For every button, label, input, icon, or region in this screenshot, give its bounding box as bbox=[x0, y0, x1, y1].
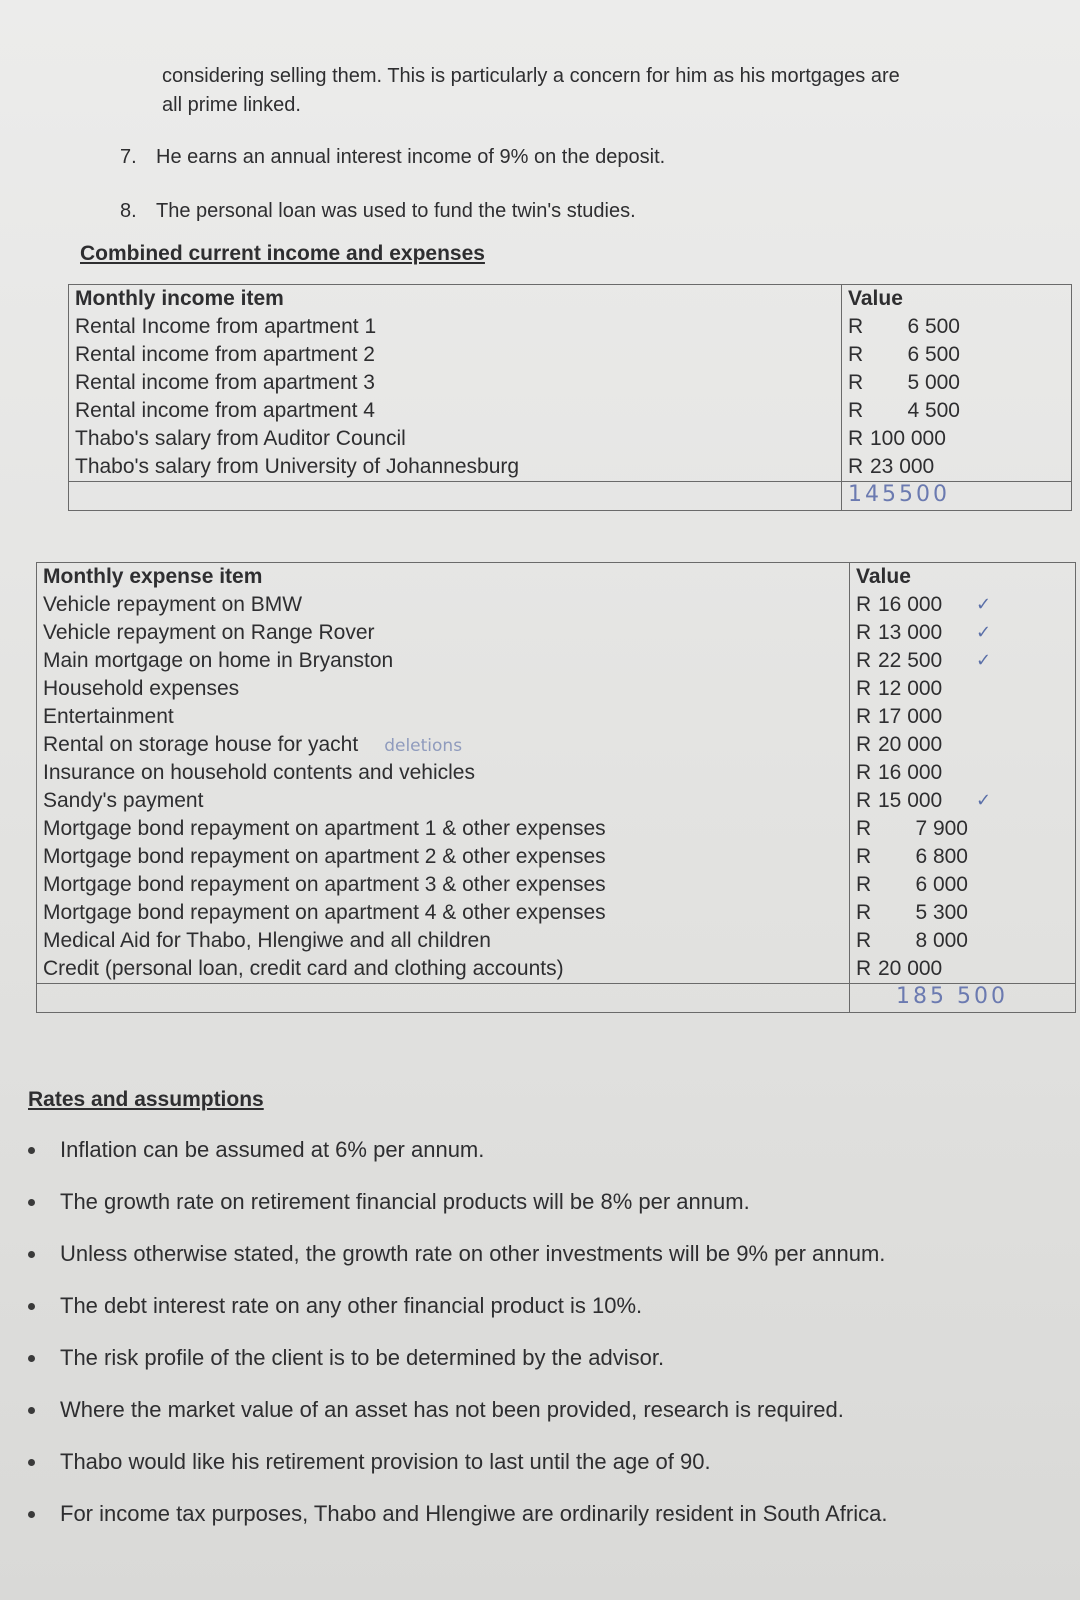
expense-row-value bbox=[856, 787, 1069, 815]
income-header-label: Monthly income item bbox=[75, 287, 284, 310]
bullet-icon bbox=[28, 1199, 35, 1206]
expense-row-label: Credit (personal loan, credit card and clothing accounts) bbox=[43, 957, 564, 980]
list-item bbox=[20, 1343, 1070, 1395]
expense-row-value bbox=[856, 871, 1069, 899]
income-amount: 100 000 bbox=[870, 427, 946, 450]
expense-row-label: Medical Aid for Thabo, Hlengiwe and all children bbox=[43, 929, 491, 952]
bullet-icon bbox=[28, 1355, 35, 1362]
expense-row-label: Entertainment bbox=[43, 705, 174, 728]
income-amount: 6 500 bbox=[907, 315, 960, 338]
expense-row-label: Mortgage bond repayment on apartment 3 & other expenses bbox=[43, 873, 606, 896]
income-amount: 23 000 bbox=[870, 455, 935, 478]
expense-amount: 5 300 bbox=[915, 901, 968, 924]
income-row-label: Rental income from apartment 4 bbox=[75, 399, 375, 422]
currency-symbol: R bbox=[856, 817, 872, 840]
rate-text: The risk profile of the client is to be determined by the advisor. bbox=[60, 1345, 665, 1370]
bullet-icon bbox=[28, 1407, 35, 1414]
item-text: The personal loan was used to fund the twin's studies. bbox=[156, 200, 636, 222]
income-row-value bbox=[848, 425, 1065, 453]
currency-symbol: R bbox=[856, 789, 872, 812]
item-number: 8. bbox=[120, 200, 137, 222]
expense-amount: 13 000 bbox=[878, 621, 943, 644]
rate-text: For income tax purposes, Thabo and Hlengiwe are ordinarily resident in South Africa. bbox=[60, 1501, 888, 1526]
list-item bbox=[20, 1395, 1070, 1447]
income-row-label: Thabo's salary from University of Johannesburg bbox=[75, 455, 520, 478]
currency-symbol: R bbox=[856, 901, 872, 924]
income-row-value bbox=[848, 453, 1065, 481]
bullet-icon bbox=[28, 1303, 35, 1310]
currency-symbol: R bbox=[856, 873, 872, 896]
currency-symbol: R bbox=[856, 929, 872, 952]
expense-row-label: Household expenses bbox=[43, 677, 240, 700]
numbered-item bbox=[120, 146, 665, 169]
expense-amount: 12 000 bbox=[878, 677, 943, 700]
expense-row-value bbox=[856, 899, 1069, 927]
income-expenses-heading: Combined current income and expenses bbox=[80, 242, 485, 265]
expense-row-value bbox=[856, 731, 1069, 759]
expense-label-column bbox=[37, 563, 850, 984]
rate-text: Where the market value of an asset has not been provided, research is required. bbox=[60, 1397, 844, 1422]
bullet-icon bbox=[28, 1459, 35, 1466]
list-item bbox=[20, 1499, 1070, 1551]
income-value-column bbox=[842, 285, 1072, 482]
list-item bbox=[20, 1291, 1070, 1343]
expense-amount: 17 000 bbox=[878, 705, 943, 728]
currency-symbol: R bbox=[856, 593, 872, 616]
intro-line: all prime linked. bbox=[162, 94, 301, 116]
expense-amount: 20 000 bbox=[878, 957, 943, 980]
currency-symbol: R bbox=[856, 845, 872, 868]
list-item bbox=[20, 1135, 1070, 1187]
currency-symbol: R bbox=[848, 343, 864, 366]
numbered-item bbox=[120, 200, 636, 223]
income-total-label-cell bbox=[69, 482, 842, 511]
check-mark-icon: ✓ bbox=[976, 650, 992, 671]
bullet-icon bbox=[28, 1147, 35, 1154]
list-item bbox=[20, 1447, 1070, 1499]
rates-list bbox=[20, 1135, 1070, 1551]
income-row-value bbox=[848, 341, 1065, 369]
expense-row-label: Sandy's payment bbox=[43, 789, 204, 812]
currency-symbol: R bbox=[856, 957, 872, 980]
expense-row-value bbox=[856, 843, 1069, 871]
list-item bbox=[20, 1187, 1070, 1239]
expense-header-value: Value bbox=[856, 565, 911, 588]
currency-symbol: R bbox=[848, 455, 864, 478]
income-label-column bbox=[69, 285, 842, 482]
handwritten-annotation: deletions bbox=[384, 736, 463, 756]
expense-row-label: Mortgage bond repayment on apartment 4 & other expenses bbox=[43, 901, 606, 924]
expense-amount: 15 000 bbox=[878, 789, 943, 812]
expense-label-text: Rental on storage house for yacht bbox=[43, 733, 359, 756]
expense-amount: 7 900 bbox=[915, 817, 968, 840]
expense-row-label bbox=[43, 731, 843, 759]
income-table bbox=[68, 284, 1072, 511]
currency-symbol: R bbox=[856, 649, 872, 672]
rate-text: The debt interest rate on any other financial product is 10%. bbox=[60, 1293, 643, 1318]
expense-total-cell bbox=[850, 984, 1076, 1013]
expense-table bbox=[36, 562, 1076, 1013]
rates-heading: Rates and assumptions bbox=[28, 1088, 264, 1111]
income-row-label: Rental income from apartment 2 bbox=[75, 343, 375, 366]
currency-symbol: R bbox=[856, 705, 872, 728]
currency-symbol: R bbox=[848, 371, 864, 394]
income-amount: 5 000 bbox=[907, 371, 960, 394]
expense-amount: 16 000 bbox=[878, 593, 943, 616]
expense-header-label: Monthly expense item bbox=[43, 565, 263, 588]
currency-symbol: R bbox=[848, 399, 864, 422]
expense-row-value bbox=[856, 591, 1069, 619]
expense-row-label: Mortgage bond repayment on apartment 2 & other expenses bbox=[43, 845, 606, 868]
income-header-value: Value bbox=[848, 287, 903, 310]
expense-total-label-cell bbox=[37, 984, 850, 1013]
expense-amount: 8 000 bbox=[915, 929, 968, 952]
expense-row-label: Vehicle repayment on BMW bbox=[43, 593, 303, 616]
list-item bbox=[20, 1239, 1070, 1291]
expense-amount: 6 000 bbox=[915, 873, 968, 896]
income-row-value bbox=[848, 397, 1065, 425]
income-row-label: Thabo's salary from Auditor Council bbox=[75, 427, 406, 450]
expense-row-label: Main mortgage on home in Bryanston bbox=[43, 649, 394, 672]
currency-symbol: R bbox=[856, 677, 872, 700]
handwritten-income-total: 145500 bbox=[848, 482, 950, 507]
check-mark-icon: ✓ bbox=[976, 594, 992, 615]
check-mark-icon: ✓ bbox=[976, 790, 992, 811]
income-row-value bbox=[848, 313, 1065, 341]
expense-row-value bbox=[856, 815, 1069, 843]
handwritten-expense-total: 185 500 bbox=[896, 984, 1008, 1009]
expense-amount: 16 000 bbox=[878, 761, 943, 784]
bullet-icon bbox=[28, 1511, 35, 1518]
currency-symbol: R bbox=[856, 621, 872, 644]
bullet-icon bbox=[28, 1251, 35, 1258]
expense-row-value bbox=[856, 675, 1069, 703]
item-number: 7. bbox=[120, 146, 137, 168]
expense-row-label: Vehicle repayment on Range Rover bbox=[43, 621, 375, 644]
expense-amount: 6 800 bbox=[915, 845, 968, 868]
currency-symbol: R bbox=[848, 315, 864, 338]
currency-symbol: R bbox=[856, 733, 872, 756]
item-text: He earns an annual interest income of 9% on the deposit. bbox=[156, 146, 666, 168]
expense-row-value bbox=[856, 927, 1069, 955]
income-row-label: Rental Income from apartment 1 bbox=[75, 315, 377, 338]
income-row-label: Rental income from apartment 3 bbox=[75, 371, 375, 394]
expense-row-label: Mortgage bond repayment on apartment 1 & other expenses bbox=[43, 817, 606, 840]
expense-value-column bbox=[850, 563, 1076, 984]
income-total-cell bbox=[842, 482, 1072, 511]
expense-amount: 22 500 bbox=[878, 649, 943, 672]
expense-row-value bbox=[856, 759, 1069, 787]
rate-text: The growth rate on retirement financial products will be 8% per annum. bbox=[60, 1189, 750, 1214]
check-mark-icon: ✓ bbox=[976, 622, 992, 643]
rate-text: Thabo would like his retirement provision to last until the age of 90. bbox=[60, 1449, 711, 1474]
expense-row-value bbox=[856, 703, 1069, 731]
expense-amount: 20 000 bbox=[878, 733, 943, 756]
expense-row-label: Insurance on household contents and vehicles bbox=[43, 761, 475, 784]
currency-symbol: R bbox=[856, 761, 872, 784]
expense-row-value bbox=[856, 619, 1069, 647]
rate-text: Inflation can be assumed at 6% per annum. bbox=[60, 1137, 485, 1162]
expense-row-value bbox=[856, 955, 1069, 983]
income-amount: 6 500 bbox=[907, 343, 960, 366]
income-amount: 4 500 bbox=[907, 399, 960, 422]
currency-symbol: R bbox=[848, 427, 864, 450]
intro-line: considering selling them. This is particularly a concern for him as his mortgages are bbox=[162, 65, 900, 87]
intro-paragraph bbox=[162, 62, 1062, 120]
expense-row-value bbox=[856, 647, 1069, 675]
income-row-value bbox=[848, 369, 1065, 397]
rate-text: Unless otherwise stated, the growth rate on other investments will be 9% per annum. bbox=[60, 1241, 886, 1266]
